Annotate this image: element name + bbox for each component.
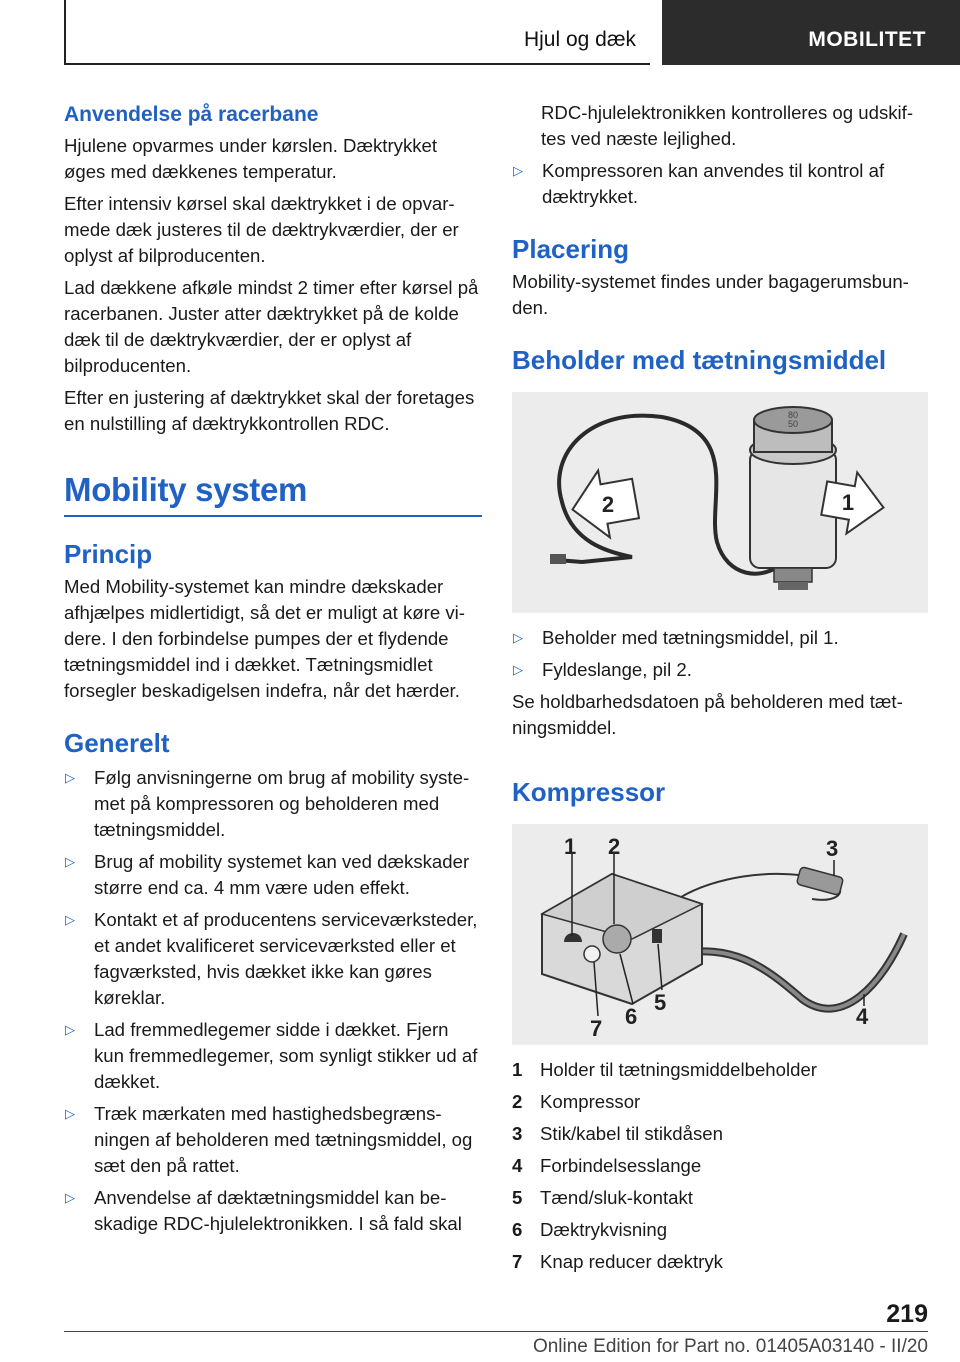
paragraph: Efter en justering af dæktrykket skal der foretages en nulstilling af dæktrykkontrollen RDC. bbox=[64, 387, 475, 434]
paragraph: RDC-hjulelektronikken kontrolleres og udskiftes ved næste lejlighed. bbox=[541, 102, 914, 149]
footer-rule bbox=[64, 1331, 928, 1332]
list-item: 3 Stik/kabel til stikdåsen bbox=[512, 1123, 723, 1144]
list-item: 7 Knap reducer dæktryk bbox=[512, 1251, 723, 1272]
sealant-container-illustration bbox=[512, 392, 928, 613]
edition-note: Online Edition for Part no. 01405A03140 - II/20 bbox=[532, 1336, 928, 1357]
callout-2: 2 bbox=[608, 834, 621, 859]
list-item: 6 Dæktrykvisning bbox=[512, 1219, 668, 1240]
heading-princip: Princip bbox=[64, 539, 153, 569]
callout-4: 4 bbox=[856, 1004, 869, 1029]
page-number: 219 bbox=[886, 1300, 928, 1328]
heading-rule bbox=[64, 515, 482, 517]
triangle-right-icon: ▷ bbox=[65, 912, 75, 927]
figure-sealant-container bbox=[512, 392, 928, 613]
list-item: 1 Holder til tætningsmiddelbeholder bbox=[512, 1059, 817, 1080]
compressor-illustration bbox=[512, 824, 928, 1045]
right-column bbox=[512, 100, 928, 1275]
can-label-top: 80 bbox=[787, 410, 799, 420]
header-divider bbox=[64, 0, 66, 64]
triangle-right-icon: ▷ bbox=[65, 1022, 75, 1037]
list-item: 5 Tænd/sluk-kontakt bbox=[512, 1187, 693, 1208]
header-rule bbox=[64, 63, 650, 65]
callout-3: 3 bbox=[826, 836, 839, 861]
callout-6: 6 bbox=[625, 1004, 638, 1029]
left-column bbox=[64, 100, 482, 1237]
heading-generelt: Generelt bbox=[64, 728, 170, 758]
list-item: ▷ Lad fremmedlegemer sidde i dækket. Fjern kun fremmedlegemer, som synligt stikker ud af dækket. bbox=[64, 1017, 482, 1095]
list-item: ▷ Træk mærkaten med hastighedsbegrænsningen af beholderen med tætningsmiddel, og sæt den på rattet. bbox=[64, 1101, 482, 1179]
list-item: 2 Kompressor bbox=[512, 1091, 641, 1112]
heading-placering: Placering bbox=[512, 234, 630, 264]
callout-1: 1 bbox=[564, 834, 577, 859]
can-label-bottom: 50 bbox=[787, 419, 799, 429]
paragraph: Se holdbarhedsdatoen på beholderen med tætningsmiddel. bbox=[512, 691, 903, 738]
heading-mobility-system: Mobility system bbox=[64, 471, 308, 508]
list-item: ▷ Anvendelse af dæktætningsmiddel kan beskadige RDC-hjulelektronikken. I så fald skal bbox=[64, 1185, 482, 1237]
header-section: Hjul og dæk bbox=[523, 28, 636, 51]
bullet-list bbox=[64, 765, 482, 1237]
bullet-list bbox=[512, 625, 928, 683]
triangle-right-icon: ▷ bbox=[65, 854, 75, 869]
arrow-label-1: 1 bbox=[841, 490, 855, 515]
list-item: ▷ Kompressoren kan anvendes til kontrol af dæktrykket. bbox=[512, 158, 928, 210]
paragraph: Lad dækkene afkøle mindst 2 timer efter kørsel på racerbanen. Juster atter dæktrykket på de kolde dæk til de dæktrykværdier, der er oplyst af bilproducenten. bbox=[64, 277, 479, 376]
list-item: ▷ Fyldeslange, pil 2. bbox=[512, 657, 928, 683]
paragraph: Mobility-systemet findes under bagagerumsbunden. bbox=[512, 271, 909, 318]
triangle-right-icon: ▷ bbox=[513, 630, 523, 645]
list-item: ▷ Brug af mobility systemet kan ved dækskader større end ca. 4 mm være uden effekt. bbox=[64, 849, 482, 901]
triangle-right-icon: ▷ bbox=[65, 1190, 75, 1205]
heading-beholder: Beholder med tætningsmiddel bbox=[512, 345, 887, 375]
triangle-right-icon: ▷ bbox=[513, 662, 523, 677]
numbered-list bbox=[512, 1057, 928, 1275]
paragraph: Med Mobility-systemet kan mindre dækskader afhjælpes midlertidigt, så det er muligt at køre videre. I den forbindelse pumpes der et flydende tætningsmiddel ind i dækket. Tætningsmidlet forsegler beskadigelsen indefra, når det hærder. bbox=[64, 576, 465, 701]
list-item: ▷ Kontakt et af producentens serviceværksteder, et andet kvalificeret serviceværksted eller et fagværksted, hvis dækket ikke kan gøres køreklar. bbox=[64, 907, 482, 1011]
list-item: 4 Forbindelsesslange bbox=[512, 1155, 702, 1176]
list-item: ▷ Følg anvisningerne om brug af mobility systemet på kompressoren og beholderen med tætningsmiddel. bbox=[64, 765, 482, 843]
paragraph: Efter intensiv kørsel skal dæktrykket i de opvarmede dæk justeres til de dæktrykværdier, der er oplyst af bilproducenten. bbox=[64, 193, 459, 266]
callout-5: 5 bbox=[654, 990, 667, 1015]
heading-racerbane: Anvendelse på racerbane bbox=[64, 103, 319, 126]
list-item: ▷ Beholder med tætningsmiddel, pil 1. bbox=[512, 625, 928, 651]
arrow-label-2: 2 bbox=[601, 492, 615, 517]
heading-kompressor: Kompressor bbox=[512, 777, 666, 807]
triangle-right-icon: ▷ bbox=[513, 163, 523, 178]
triangle-right-icon: ▷ bbox=[65, 770, 75, 785]
paragraph: Hjulene opvarmes under kørslen. Dæktrykket øges med dækkenes temperatur. bbox=[64, 135, 438, 182]
figure-compressor bbox=[512, 824, 928, 1045]
header-chapter: MOBILITET bbox=[662, 0, 960, 65]
triangle-right-icon: ▷ bbox=[65, 1106, 75, 1121]
callout-7: 7 bbox=[590, 1016, 603, 1041]
